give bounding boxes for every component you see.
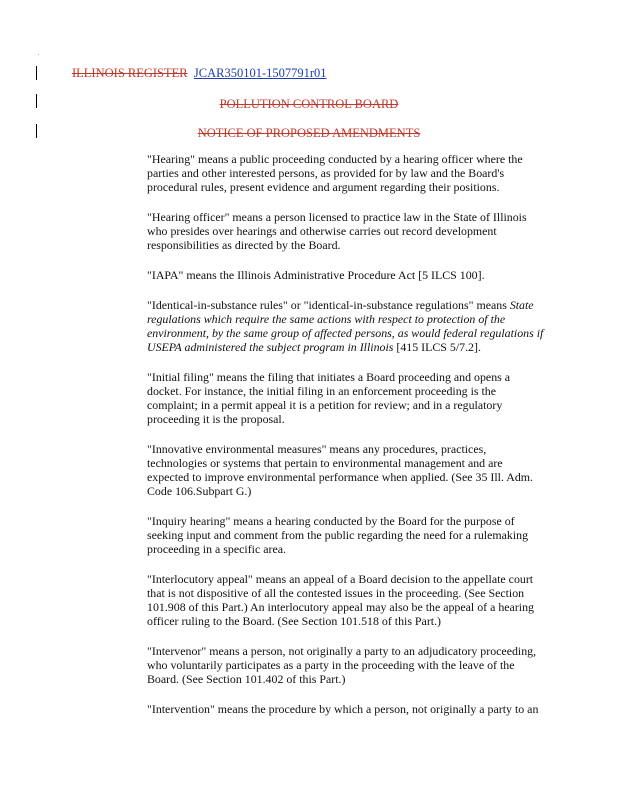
definition-paragraph — [147, 298, 547, 354]
definition-paragraph: "Hearing" means a public proceeding conducted by a hearing officer where the parties and other interested persons, as provided for by law and the Board's procedural rules, present evidence and argument regarding their positions. — [147, 152, 523, 194]
definition-lead: "Identical-in-substance rules" or "identical-in-substance regulations" means — [147, 298, 510, 312]
board-title: POLLUTION CONTROL BOARD — [219, 97, 399, 111]
statutory-quote: State regulations which require the same actions with respect to protection of the environment, by the same group of affected persons, as would federal regulations if USEPA administered the subject program in Illinois — [147, 298, 544, 354]
definition-paragraph: "IAPA" means the Illinois Administrative Procedure Act [5 ILCS 100]. — [147, 268, 485, 282]
definition-paragraph: "Hearing officer" means a person licensed to practice law in the State of Illinois who presides over hearings and otherwise carries out record development responsibilities as directed by the Board. — [147, 210, 527, 252]
definition-paragraph: "Intervenor" means a person, not originally a party to an adjudicatory proceeding, who voluntarily participates as a party in the proceeding with the leave of the Board. (See Section 101.402 of this Part.) — [147, 644, 537, 686]
definition-paragraph: "Innovative environmental measures" means any procedures, practices, technologies or systems that pertain to environmental management and are expected to improve environmental performance when applied. (See 35 Ill. Adm. Code 106.Subpart G.) — [147, 442, 533, 498]
definition-paragraph: "Interlocutory appeal" means an appeal of a Board decision to the appellate court that is not dispositive of all the contested issues in the proceeding. (See Section 101.908 of this Part.) An interlocutory appeal may also be the appeal of a hearing officer ruling to the Board. (See Section 101.518 of this Part.) — [147, 572, 534, 628]
definition-paragraph: "Initial filing" means the filing that initiates a Board proceeding and opens a docket. For instance, the initial filing in an enforcement proceeding is the complaint; in a permit appeal it is a petition for review; and in a regulatory proceeding it is the proposal. — [147, 370, 511, 426]
register-label: ILLINOIS REGISTER — [72, 66, 188, 80]
definitions-body — [147, 152, 547, 732]
doc-code: JCAR350101-1507791r01 — [193, 66, 327, 80]
definition-paragraph: "Inquiry hearing" means a hearing conducted by the Board for the purpose of seeking input and comment from the public regarding the need for a rulemaking proceeding in a specific area. — [147, 514, 529, 556]
definition-citation: [415 ILCS 5/7.2]. — [393, 340, 481, 354]
definition-paragraph: "Intervention" means the procedure by which a person, not originally a party to an — [147, 702, 539, 716]
margin-tick: ' — [38, 54, 40, 60]
register-header — [72, 66, 327, 81]
notice-title: NOTICE OF PROPOSED AMENDMENTS — [197, 126, 421, 140]
change-bar — [36, 66, 37, 80]
